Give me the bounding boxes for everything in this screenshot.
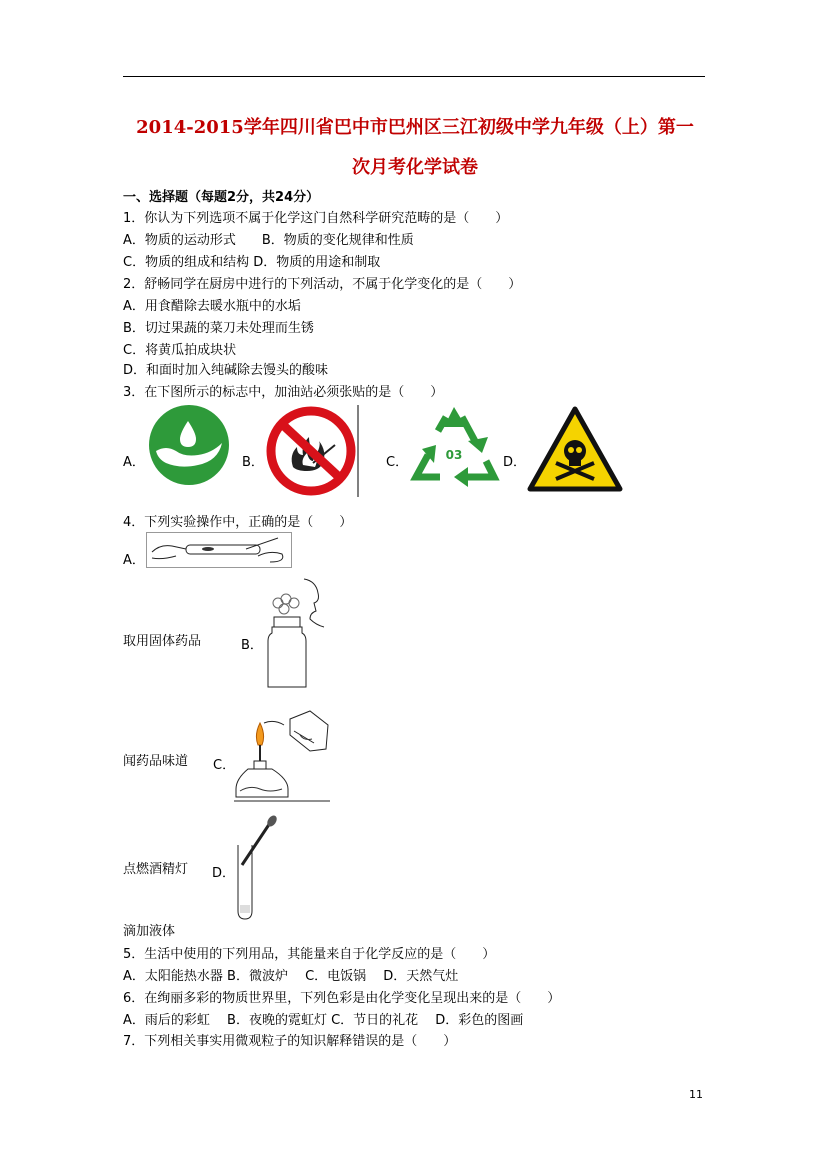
alcohol-lamp-image	[234, 709, 332, 805]
q3-stem: 3．在下图所示的标志中，加油站必须张贴的是（ ）	[123, 385, 444, 400]
q4-label-a: A．	[123, 553, 145, 568]
q2-option-b: B．切过果蔬的菜刀未处理而生锈	[123, 321, 314, 336]
q4-caption-a: 取用固体药品	[123, 634, 202, 649]
dropper-test-tube-image	[232, 815, 282, 923]
q4-caption-d: 滴加液体	[123, 924, 176, 939]
q4-label-b: B．	[241, 638, 263, 653]
water-saving-sign-image	[146, 405, 232, 485]
q3-label-a: A．	[123, 455, 145, 470]
q4-caption-c: 点燃酒精灯	[123, 862, 189, 877]
exam-title-line1: 2014-2015学年四川省巴中市巴州区三江初级中学九年级（上）第一	[136, 117, 694, 138]
toxic-warning-sign-image	[526, 405, 624, 493]
q4-caption-b: 闻药品味道	[123, 754, 189, 769]
recycle-sign-image	[408, 405, 500, 489]
test-tube-solid-image	[146, 532, 294, 570]
recycle-code-text: 03	[445, 448, 463, 462]
q1-stem: 1．你认为下列选项不属于化学这门自然科学研究范畴的是（ ）	[123, 211, 509, 226]
q1-options-row2: C．物质的组成和结构 D．物质的用途和制取	[123, 255, 381, 270]
smell-bottle-image	[264, 577, 328, 691]
q6-options: A．雨后的彩虹 B．夜晚的霓虹灯 C．节日的礼花 D．彩色的图画	[123, 1013, 524, 1028]
q5-options: A．太阳能热水器 B．微波炉 C．电饭锅 D．天然气灶	[123, 969, 459, 984]
page-number: 11	[689, 1088, 703, 1101]
section-heading: 一、选择题（每题2分，共24分）	[123, 190, 320, 205]
q4-label-c: C．	[213, 758, 236, 773]
no-fire-sign-image	[263, 405, 360, 497]
exam-title-line2: 次月考化学试卷	[352, 157, 478, 178]
q2-option-d: D．和面时加入纯碱除去馒头的酸味	[123, 363, 329, 378]
q3-label-c: C．	[386, 455, 409, 470]
header-rule	[123, 76, 705, 77]
q3-label-d: D．	[503, 455, 527, 470]
q4-label-d: D．	[212, 866, 236, 881]
q7-stem: 7．下列相关事实用微观粒子的知识解释错误的是（ ）	[123, 1034, 457, 1049]
q1-options-row1: A．物质的运动形式 B．物质的变化规律和性质	[123, 233, 414, 248]
q5-stem: 5．生活中使用的下列用品，其能量来自于化学反应的是（ ）	[123, 947, 496, 962]
q2-stem: 2．舒畅同学在厨房中进行的下列活动，不属于化学变化的是（ ）	[123, 277, 522, 292]
q2-option-c: C．将黄瓜拍成块状	[123, 343, 237, 358]
q3-label-b: B．	[242, 455, 264, 470]
q2-option-a: A．用食醋除去暖水瓶中的水垢	[123, 299, 301, 314]
q4-stem: 4．下列实验操作中，正确的是（ ）	[123, 515, 353, 530]
q6-stem: 6．在绚丽多彩的物质世界里，下列色彩是由化学变化呈现出来的是（ ）	[123, 991, 561, 1006]
